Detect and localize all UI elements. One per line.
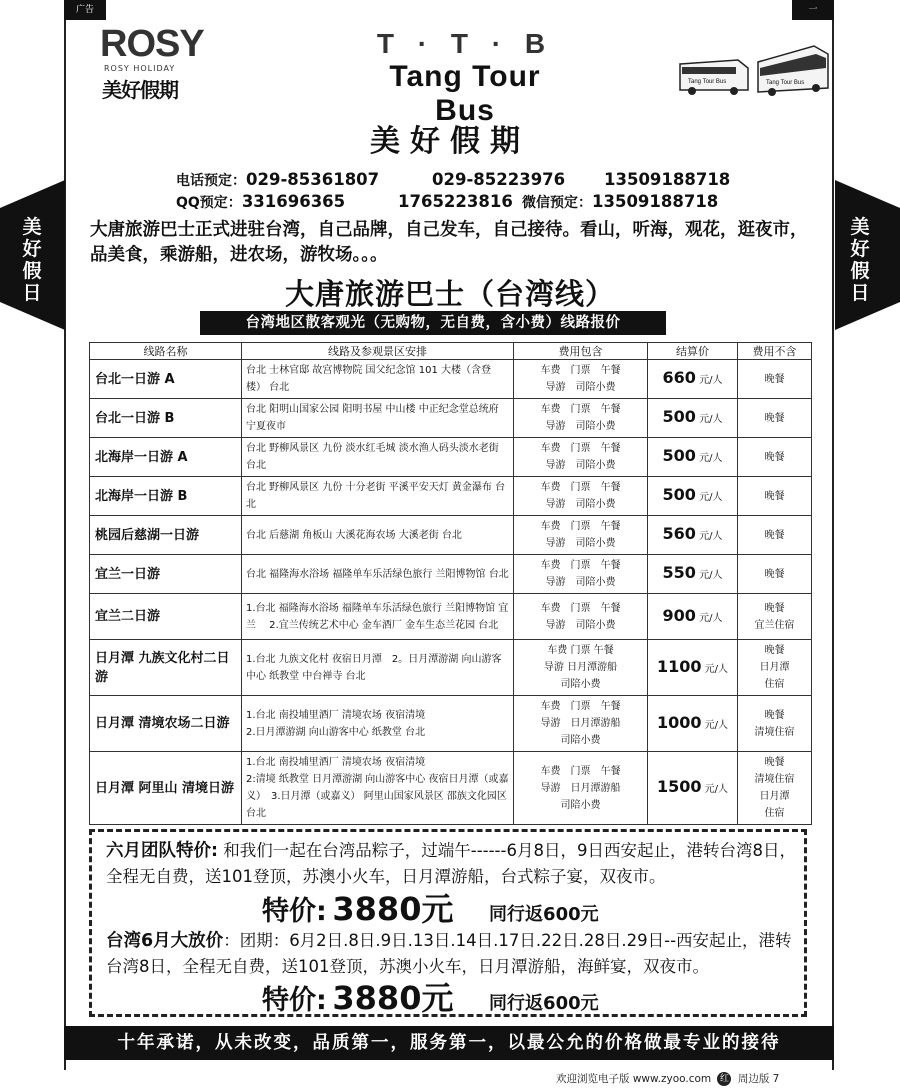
price-value: 550 [662,563,696,582]
phone-label: 电话预定： [176,173,246,189]
ttb-logo-letters: T · T · B [376,28,554,59]
route-name-cell: 宜兰二日游 [90,594,242,640]
table-row [90,438,812,477]
rosy-logo-chinese: 美好假期 [102,78,178,102]
route-price-table [89,342,812,825]
top-corner-mark-right: 一 [792,0,834,20]
table-row [90,477,812,516]
price-unit: 元/人 [699,375,723,386]
promo-june-heading: 六月团队特价: [106,841,218,861]
promo-june-sale [106,928,806,979]
included-cell: 车费 门票 午餐 导游 司陪小费 [514,360,648,399]
page-bottom-line [556,1071,779,1086]
wechat-number: 13509188718 [592,192,719,211]
table-row [90,640,812,696]
included-cell: 车费 门票 午餐 导游 司陪小费 [514,477,648,516]
header-route-name: 线路名称 [90,343,242,360]
bus-illustration [676,38,836,98]
promo-june-special [262,884,599,930]
itinerary-cell: 台北 野柳风景区 九份 十分老街 平溪平安天灯 黄金瀑布 台北 [242,477,514,516]
edition-text: 周边版 7 [737,1073,780,1085]
included-cell: 车费 门票 午餐 导游 司陪小费 [514,594,648,640]
top-corner-mark-left: 广告 [64,0,106,20]
itinerary-cell: 台北 野柳风景区 九份 淡水红毛城 淡水渔人码头淡水老街 台北 [242,438,514,477]
special-price-value: 3880元 [332,979,454,1017]
rosy-logo-subtitle: ROSY HOLIDAY [104,64,176,73]
table-row [90,594,812,640]
included-cell: 车费 门票 午餐 导游 司陪小费 [514,399,648,438]
promo-june-team [106,838,806,889]
price-unit: 元/人 [704,663,729,675]
itinerary-cell: 1.台北 福隆海水浴场 福隆单车乐活绿色旅行 兰阳博物馆 宜兰 2.宜兰传统艺术中心 金车酒厂 金车生态兰花园 台北 [242,594,514,640]
rosy-holiday-logo [100,24,220,100]
included-cell: 车费 门票 午餐 导游 日月潭游船 司陪小费 [514,640,648,696]
price-value: 500 [662,485,696,504]
phone-number-3: 13509188718 [604,170,731,189]
section-banner: 台湾地区散客观光（无购物，无自费，含小费）线路报价 [200,311,666,335]
itinerary-cell: 台北 士林官邸 故宫博物院 国父纪念馆 101 大楼（含登楼） 台北 [242,360,514,399]
table-row [90,516,812,555]
edition-badge: 红 [717,1072,731,1086]
special-price-label: 特价: [262,985,327,1016]
price-cell [648,555,738,594]
special-price-label: 特价: [262,896,327,927]
promo-june-body: 和我们一起在台湾品粽子，过端午------6月8日，9日西安起止，港转台湾8日，全程无自费，送101登顶，苏澳小火车，日月潭游船，台式粽子宴，双夜市。 [106,841,796,886]
price-value: 1500 [656,777,702,796]
ttb-logo-wordmark: Tang Tour Bus [389,60,541,127]
table-body [90,360,812,825]
price-unit: 元/人 [704,719,729,731]
price-unit: 元/人 [704,784,729,795]
price-cell [648,640,738,696]
qq-number-1: 331696365 [241,192,346,211]
phone-number-2: 029-85223976 [432,170,566,189]
included-cell: 车费 门票 午餐 导游 司陪小费 [514,555,648,594]
route-name-cell: 日月潭 九族文化村二日游 [90,640,242,696]
footer-slogan: 十年承诺，从未改变，品质第一，服务第一，以最公允的价格做最专业的接待 [64,1026,834,1060]
itinerary-cell: 台北 阳明山国家公园 阳明书屋 中山楼 中正纪念堂总统府 宁夏夜市 [242,399,514,438]
price-cell [648,360,738,399]
contact-phone-line [176,170,379,190]
qq-number-2: 1765223816 [398,192,513,211]
bus-icon-left [680,60,748,95]
price-unit: 元/人 [699,531,723,542]
header-included: 费用包含 [514,343,648,360]
excluded-cell: 晚餐 宜兰住宿 [738,594,812,640]
promo-sale-body: ：团期：6月2日.8日.9日.13日.14日.17日.22日.28日.29日--西安起止，港转台湾8日，全程无自费，送101登顶，苏澳小火车，日月潭游船，海鲜宴，双夜市。 [106,931,792,976]
table-row [90,696,812,752]
itinerary-cell: 台北 后慈湖 角板山 大溪花海农场 大溪老街 台北 [242,516,514,555]
table-row [90,752,812,825]
price-cell [648,516,738,555]
price-value: 660 [662,368,696,387]
itinerary-cell: 1.台北 南投埔里酒厂 清境农场 夜宿清境 2:清境 纸教堂 日月潭游湖 向山游客中心 夜宿日月潭（或嘉义） 3.日月潭（或嘉义） 阿里山国家风景区 邵族文化园区 台北 [242,752,514,825]
itinerary-cell: 台北 福隆海水浴场 福隆单车乐活绿色旅行 兰阳博物馆 台北 [242,555,514,594]
price-value: 560 [662,524,696,543]
price-cell [648,438,738,477]
route-name-cell: 日月潭 清境农场二日游 [90,696,242,752]
rosy-logo-word: ROSY [100,23,204,65]
side-tab-right-text: 美好假日 [850,216,870,304]
header-excluded: 费用不含 [738,343,812,360]
price-unit: 元/人 [699,612,723,624]
table-row [90,360,812,399]
intro-paragraph: 大唐旅游巴士正式进驻台湾，自己品牌，自己发车，自己接待。看山，听海，观花，逛夜市，品美食，乘游船，进农场，游牧场。。。 [90,220,808,265]
included-cell: 车费 门票 午餐 导游 司陪小费 [514,516,648,555]
table-row [90,555,812,594]
svg-text:Tang Tour Bus: Tang Tour Bus [688,79,727,85]
price-unit: 元/人 [699,492,723,503]
excluded-cell: 晚餐 清境住宿 [738,696,812,752]
phone-number-1: 029-85361807 [246,170,380,189]
itinerary-cell: 1.台北 九族文化村 夜宿日月潭 2。日月潭游湖 向山游客中心 纸教堂 中台禅寺 台北 [242,640,514,696]
excluded-cell: 晚餐 日月潭 住宿 [738,640,812,696]
included-cell: 车费 门票 午餐 导游 司陪小费 [514,438,648,477]
excluded-cell: 晚餐 [738,360,812,399]
special-price-value: 3880元 [332,890,454,928]
price-value: 1100 [656,656,702,676]
price-value: 900 [662,605,696,625]
header-price: 结算价 [648,343,738,360]
price-cell [648,696,738,752]
route-name-cell: 北海岸一日游 B [90,477,242,516]
contact-qq-line [176,192,345,212]
svg-text:Tang Tour Bus: Tang Tour Bus [766,80,805,86]
excluded-cell: 晚餐 [738,399,812,438]
included-cell: 车费 门票 午餐 导游 日月潭游船 司陪小费 [514,752,648,825]
header-itinerary: 线路及参观景区安排 [242,343,514,360]
included-cell: 车费 门票 午餐 导游 日月潭游船 司陪小费 [514,696,648,752]
promo-sale-special [262,973,599,1019]
bus-icon-right [758,46,828,96]
price-cell [648,399,738,438]
peer-rebate: 同行返600元 [489,993,599,1014]
price-value: 500 [662,446,696,465]
page-title: 美好假期 [370,124,530,159]
price-cell [648,752,738,825]
price-unit: 元/人 [699,570,723,581]
price-cell [648,477,738,516]
route-name-cell: 台北一日游 B [90,399,242,438]
contact-wechat-line [522,192,718,212]
promo-sale-heading: 台湾6月大放价 [106,931,224,951]
side-tab-left-text: 美好假日 [22,216,42,304]
price-cell [648,594,738,640]
excluded-cell: 晚餐 [738,555,812,594]
tang-tour-bus-logo [360,28,570,127]
route-name-cell: 宜兰一日游 [90,555,242,594]
welcome-text: 欢迎浏览电子版 www.zyoo.com [556,1073,712,1085]
price-value: 500 [662,407,696,426]
wechat-label: 微信预定： [522,195,592,211]
price-unit: 元/人 [699,453,723,464]
section-title: 大唐旅游巴士（台湾线） [284,277,615,311]
route-name-cell: 桃园后慈湖一日游 [90,516,242,555]
route-name-cell: 日月潭 阿里山 清境日游 [90,752,242,825]
price-unit: 元/人 [699,414,723,425]
excluded-cell: 晚餐 [738,516,812,555]
peer-rebate: 同行返600元 [489,904,599,925]
excluded-cell: 晚餐 [738,438,812,477]
qq-label: QQ预定： [176,195,242,211]
excluded-cell: 晚餐 清境住宿 日月潭 住宿 [738,752,812,825]
table-header-row [90,343,812,360]
table-row [90,399,812,438]
itinerary-cell: 1.台北 南投埔里酒厂 清境农场 夜宿清境 2.日月潭游湖 向山游客中心 纸教堂 台北 [242,696,514,752]
excluded-cell: 晚餐 [738,477,812,516]
price-value: 1000 [656,712,702,732]
route-name-cell: 北海岸一日游 A [90,438,242,477]
route-name-cell: 台北一日游 A [90,360,242,399]
